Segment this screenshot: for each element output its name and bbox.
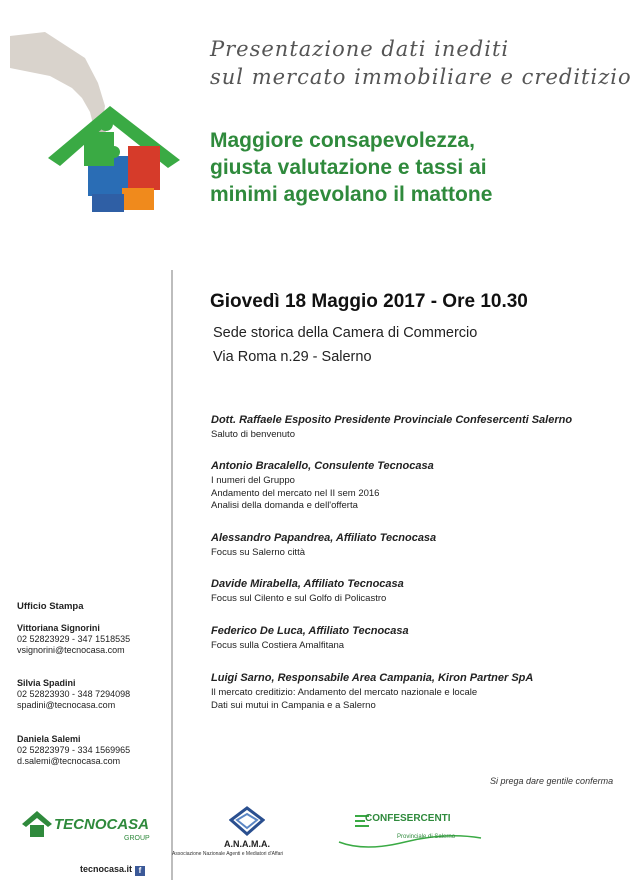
contact-name: Daniela Salemi xyxy=(17,734,81,744)
anama-wordmark: A.N.A.M.A. xyxy=(224,839,270,849)
speaker-topic: Andamento del mercato nel II sem 2016 xyxy=(211,487,380,499)
program-item xyxy=(211,460,621,513)
anama-subtitle: Associazione Nazionale Agenti e Mediatori d'Affari xyxy=(172,851,284,857)
venue-line: Sede storica della Camera di Commercio xyxy=(213,325,478,341)
headline-line: Maggiore consapevolezza, xyxy=(210,129,475,152)
tecnocasa-group: GROUP xyxy=(124,835,150,842)
vertical-divider xyxy=(171,270,173,880)
speaker-topic: Focus sulla Costiera Amalfitana xyxy=(211,640,345,651)
header-script-line2: sul mercato immobiliare e creditizio xyxy=(210,65,632,89)
program-item xyxy=(211,672,621,712)
contact-email[interactable]: vsignorini@tecnocasa.com xyxy=(17,645,125,655)
speaker-name: Alessandro Papandrea, Affiliato Tecnocasa xyxy=(211,532,437,544)
tecnocasa-website[interactable]: tecnocasa.it xyxy=(80,864,133,874)
contact-phone: 02 52823979 - 334 1569965 xyxy=(17,745,131,755)
press-contact xyxy=(17,678,167,711)
speaker-name: Davide Mirabella, Affiliato Tecnocasa xyxy=(211,578,404,590)
speaker-topic: Focus sul Cilento e sul Golfo di Policastro xyxy=(211,593,387,604)
speaker-topic: Il mercato creditizio: Andamento del mercato nazionale e locale xyxy=(211,687,478,698)
tecnocasa-wordmark: TECNOCASA xyxy=(54,816,150,833)
contact-email[interactable]: d.salemi@tecnocasa.com xyxy=(17,756,121,766)
press-office-title: Ufficio Stampa xyxy=(17,601,84,612)
contact-name: Silvia Spadini xyxy=(17,678,76,688)
anama-emblem-icon xyxy=(229,806,265,836)
contact-phone: 02 52823930 - 348 7294098 xyxy=(17,689,131,699)
press-office xyxy=(17,601,167,612)
contact-name: Vittoriana Signorini xyxy=(17,623,100,633)
headline-line: minimi agevolano il mattone xyxy=(210,183,493,206)
header-script-line1: Presentazione dati inediti xyxy=(210,37,510,61)
program-item xyxy=(211,414,621,442)
tecnocasa-roof-icon xyxy=(20,808,54,838)
puzzle-house-illustration xyxy=(10,28,190,218)
speaker-topic: Dati sui mutui in Campania e a Salerno xyxy=(211,699,376,711)
speaker-topic: Saluto di benvenuto xyxy=(211,429,295,440)
speaker-name: Luigi Sarno, Responsabile Area Campania, Kiron Partner SpA xyxy=(211,672,534,684)
headline xyxy=(210,127,492,208)
press-contact xyxy=(17,734,167,767)
program-item xyxy=(211,578,621,606)
speaker-name: Dott. Raffaele Esposito Presidente Provinciale Confesercenti Salerno xyxy=(211,414,573,426)
speaker-topic: Focus su Salerno città xyxy=(211,547,305,558)
event-date-time: Giovedì 18 Maggio 2017 - Ore 10.30 xyxy=(210,291,528,312)
speaker-name: Antonio Bracalello, Consulente Tecnocasa xyxy=(211,460,434,472)
venue xyxy=(213,321,477,369)
speaker-topic: Analisi della domanda e dell'offerta xyxy=(211,500,358,511)
confesercenti-logo xyxy=(335,808,485,853)
confesercenti-wordmark: CONFESERCENTI xyxy=(365,813,451,824)
program-item xyxy=(211,532,621,560)
venue-line: Via Roma n.29 - Salerno xyxy=(213,349,372,365)
headline-line: giusta valutazione e tassi ai xyxy=(210,156,487,179)
program-item xyxy=(211,625,621,653)
facebook-icon[interactable]: f xyxy=(135,866,145,876)
press-contact xyxy=(17,623,167,656)
contact-phone: 02 52823929 - 347 1518535 xyxy=(17,634,131,644)
confesercenti-subtitle: Provinciale di Salerno xyxy=(397,834,456,840)
contact-email[interactable]: spadini@tecnocasa.com xyxy=(17,700,116,710)
speaker-topic: I numeri del Gruppo xyxy=(211,475,295,486)
rsvp-note: Si prega dare gentile conferma xyxy=(490,776,614,786)
speaker-name: Federico De Luca, Affiliato Tecnocasa xyxy=(211,625,409,637)
